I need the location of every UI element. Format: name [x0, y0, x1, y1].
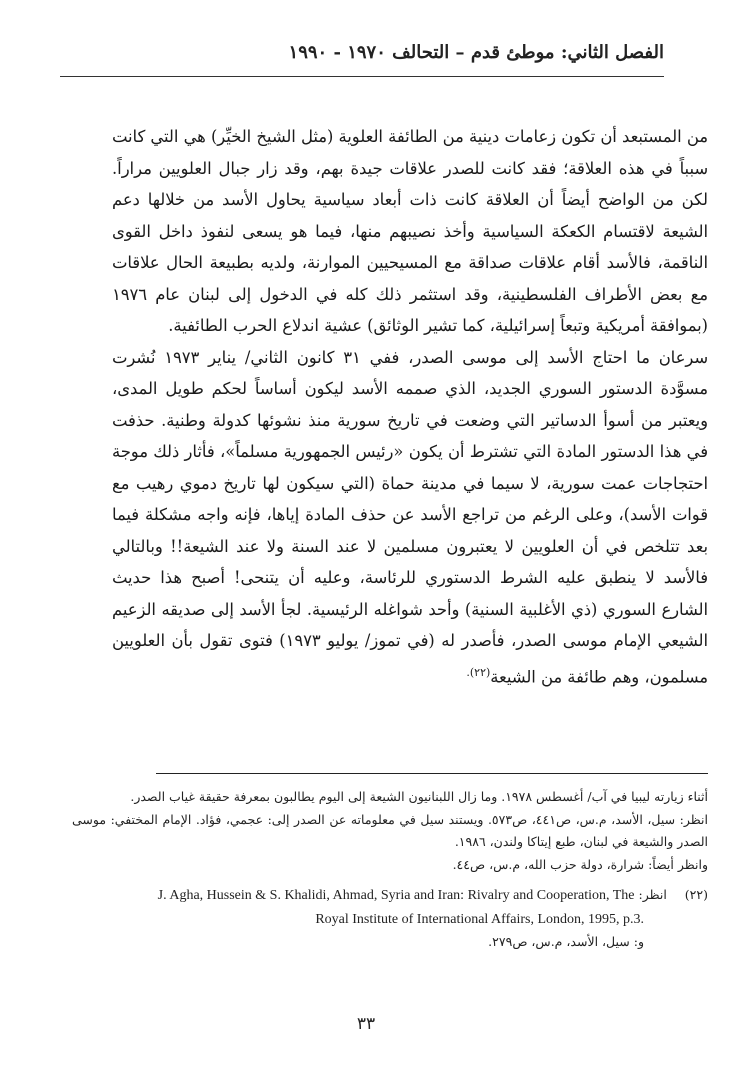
footnote-22-citation-cont: Royal Institute of International Affairs, London, 1995, p.3. [315, 911, 644, 927]
footnote-reference-22: (٢٢). [466, 665, 491, 679]
body-text [112, 121, 708, 692]
footnote-22 [72, 884, 708, 908]
footnote-see-also-line: وانظر أيضاً: شرارة، دولة حزب الله، م.س، ص٤٤. [452, 856, 708, 872]
body-paragraph-2 [112, 342, 708, 693]
footnote-continuation-line: أثناء زيارته ليبيا في آب/ أغسطس ١٩٧٨. وما زال اللبنانيون الشيعة إلى اليوم يطالبون بمعرفة حقيقة غياب الصدر. [130, 789, 708, 804]
paragraph-2-text: سرعان ما احتاج الأسد إلى موسى الصدر، ففي ٣١ كانون الثاني/ يناير ١٩٧٣ نُشرت مسوَّدة الدستور السوري الجديد، الذي صممه الأسد ليكون أساساً لحكم طويل المدى، ويعتبر من أسوأ الدساتير التي وضعت في تاريخ سورية منذ نشوئها كدولة وطنية. حذفت في هذا الدستور المادة التي تشترط أن يكون «رئيس الجمهورية مسلماً»، فأثار ذلك موجة احتجاجات عمت سورية، لا سيما في مدينة حماة (التي سيكون لها تاريخ دموي رهيب مع قوات الأسد)، وعلى الرغم من تراجع الأسد عن حذف المادة إياها، فإنه واجه مشكلة فيما بعد تتلخص في أن العلويين لا يعتبرون مسلمين لا عند السنة ولا عند الشيعة!! وبالتالي فالأسد لا ينطبق عليه الشرط الدستوري للرئاسة، وعليه أن يتنحى! أصبح هذا حديث الشارع السوري (ذي الأغلبية السنية) وأحد شواغله الرئيسية. لجأ الأسد إلى صديقه الزعيم الشيعي الإمام موسى الصدر، فأصدر له (في تموز/ يوليو ١٩٧٣) فتوى تقول بأن العلويين مسلمون، وهم طائفة من الشيعة [112, 347, 708, 686]
page-number: ٣٣ [356, 1014, 376, 1034]
footnote-divider [156, 773, 708, 774]
footnote-22-prefix: انظر: [638, 887, 667, 902]
header-divider [60, 76, 664, 77]
footnote-22-number: (٢٢) [684, 887, 708, 902]
footnote-22-line-3: و: سيل، الأسد، م.س، ص٢٧٩. [488, 934, 644, 949]
body-paragraph-1: من المستبعد أن تكون زعامات دينية من الطائفة العلوية (مثل الشيخ الخيِّر) هي التي كانت سبباً في هذه العلاقة؛ فقد كانت للصدر علاقات جيدة بهم، وقد زار جبال العلويين مراراً. لكن من الواضح أيضاً أن العلاقة كانت ذات أبعاد سياسية يحاول الأسد من خلالها دعم الشيعة لاقتسام الكعكة السياسية وأخذ نصيبهم منها، فيما هو يسعى لنفوذ داخل القوى الناقمة، فالأسد أقام علاقات صداقة مع المسيحيين الموارنة، ولديه بطبيعة الحال علاقات مع بعض الأطراف الفلسطينية، وقد استثمر ذلك كله في الدخول إلى لبنان عام ١٩٧٦ (بموافقة أمريكية وتبعاً إسرائيلية، كما تشير الوثائق) عشية اندلاع الحرب الطائفية. [112, 127, 708, 335]
footnote-22-citation: J. Agha, Hussein & S. Khalidi, Ahmad, Syria and Iran: Rivalry and Cooperation, The [157, 888, 635, 903]
footnote-source-line: انظر: سيل، الأسد، م.س، ص٤٤١، ص٥٧٣. ويستند سيل في معلوماته عن الصدر إلى: عجمي، فؤاد. الإمام المختفي: موسى الصدر والشيعة في لبنان، طبع إيتاكا ولندن، ١٩٨٦. [72, 811, 708, 849]
footnotes [72, 786, 708, 954]
running-header: الفصل الثاني: موطئ قدم – التحالف ١٩٧٠ - ١٩٩٠ [288, 42, 664, 63]
footnote-22-line-2 [72, 908, 708, 932]
